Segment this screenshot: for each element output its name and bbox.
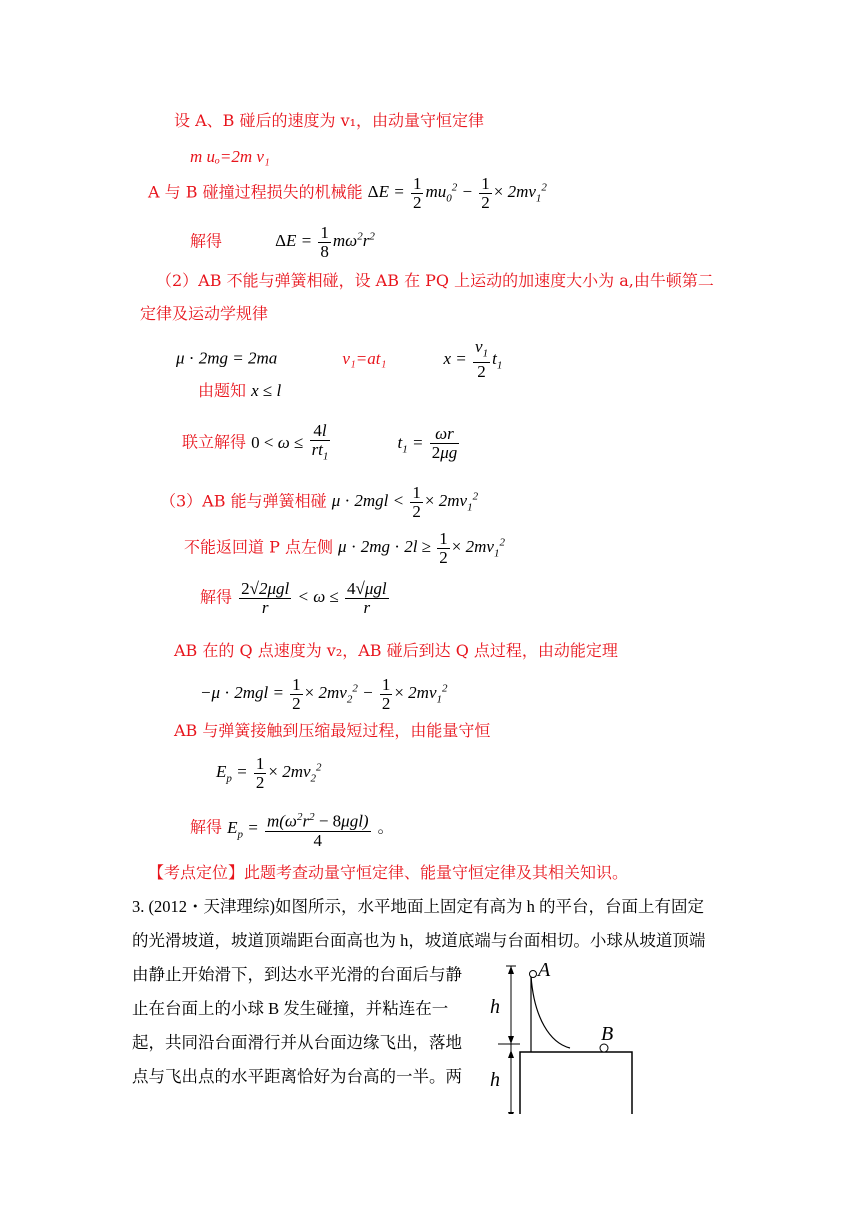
momentum-equation: m uₒ=2m v₁ — [190, 147, 270, 166]
height-label-top: h — [490, 996, 500, 1018]
distance-equation: x = $\frac{v_1}{2}$ $t_1$ — [443, 337, 503, 382]
part3-formula-2: μ · 2mg · 2l ≥ $\frac{1}{2}$ × $2mv_1^2$ — [338, 529, 505, 567]
problem3-line-4: 止在台面上的小球 B 发生碰撞，并粘连在一 — [132, 999, 449, 1018]
platform-box — [520, 1052, 632, 1114]
part2-equations — [176, 338, 502, 381]
height-label-bottom: h — [490, 1069, 500, 1091]
part2-line-1: （2）AB 不能与弹簧相碰，设 AB 在 PQ 上运动的加速度大小为 a,由牛顿第二 — [156, 271, 714, 290]
energy-loss-label: A 与 B 碰撞过程损失的机械能 — [148, 182, 363, 202]
final-result-label: 解得 — [190, 817, 223, 837]
omega-range-formula: 0 < ω ≤ $\frac{4l}{rt_1}$ — [251, 421, 329, 463]
combined-result-line — [182, 422, 461, 465]
kinetic-energy-formula: −μ · 2mgl = $\frac{1}{2}$ × $2mv_2^2$ − $\frac{1}{2}$ × $2mv_1^2$ — [200, 675, 448, 713]
problem3-line-2: 的光滑坡道，坡道顶端距台面高也为 h，坡道底端与台面相切。小球从坡道顶端 — [132, 931, 706, 950]
problem3-line-5: 起，共同沿台面滑行并从台面边缘飞出，落地 — [132, 1033, 462, 1052]
velocity-equation: v₁=at₁ — [342, 348, 387, 368]
key-point-line: 【考点定位】此题考查动量守恒定律、能量守恒定律及其相关知识。 — [148, 863, 629, 882]
elastic-energy-formula: $E_p$ = $\frac{1}{2}$ × $2mv_2^2$ — [216, 754, 322, 792]
part3-result-formula: $\frac{\text{2√2μgl}}{r}$ < ω ≤ $\frac{\text{4√μgl}}{r}$ — [241, 579, 387, 617]
energy-loss-line — [148, 175, 547, 212]
part3-label-2: 不能返回道 P 点左侧 — [184, 537, 333, 557]
ball-a-label: A — [538, 959, 551, 981]
ramp-curve — [531, 976, 570, 1048]
final-period: 。 — [377, 817, 394, 837]
condition-line — [198, 380, 281, 402]
part3-result-line — [200, 580, 391, 617]
problem3-line-6: 点与飞出点的水平距离恰好为台高的一半。两 — [132, 1067, 462, 1086]
condition-label: 由题知 — [198, 381, 247, 400]
part3-line-3: AB 在的 Q 点速度为 v₂，AB 碰后到达 Q 点过程，由动能定理 — [174, 641, 618, 660]
platform-ramp-figure — [490, 958, 715, 1114]
condition-formula: x ≤ l — [251, 381, 282, 400]
part3-label-1: （3）AB 能与弹簧相碰 — [160, 491, 327, 511]
friction-equation: μ · 2mg = 2ma — [176, 348, 278, 368]
elastic-energy-equation — [216, 755, 322, 792]
part2-line-2: 定律及运动学规律 — [140, 304, 269, 323]
result-line-1 — [190, 224, 375, 261]
part3-result-label: 解得 — [200, 587, 233, 607]
combined-label: 联立解得 — [182, 432, 247, 452]
part3-line-2 — [184, 530, 505, 567]
ball-b-label: B — [601, 1023, 614, 1045]
energy-loss-formula: ΔE = $\frac{1}{2}$ $mu_0^2$ − $\frac{1}{2}$ × $2mv_1^2$ — [367, 174, 547, 212]
ball-a — [530, 971, 537, 978]
t1-formula: $t_1$ = $\frac{\omega r}{2\mu g}$ — [397, 424, 458, 463]
part3-line-4: AB 与弹簧接触到压缩最短过程，由能量守恒 — [174, 721, 491, 740]
part3-line-1 — [160, 484, 478, 521]
final-result-formula: $E_p$ = $\frac{m(\omega^2r^2 - 8\mu gl)}{4}$ — [227, 818, 372, 837]
problem3-line-3: 由静止开始滑下，到达水平光滑的台面后与静 — [132, 965, 462, 984]
problem3-line-1: 3. (2012・天津理综)如图所示，水平地面上固定有高为 h 的平台，台面上有固定 — [132, 897, 704, 916]
part3-formula-1: μ · 2mgl < $\frac{1}{2}$ × $2mv_1^2$ — [331, 483, 479, 521]
solution-line-1: 设 A、B 碰后的速度为 v₁，由动量守恒定律 — [174, 111, 485, 130]
result-label-1: 解得 — [190, 231, 223, 251]
result-formula-1: ΔE = $\frac{1}{8}$ $m\omega^2r^2$ — [275, 223, 375, 261]
final-result-line — [190, 808, 394, 850]
ball-b — [600, 1044, 608, 1052]
kinetic-energy-equation — [200, 676, 448, 713]
